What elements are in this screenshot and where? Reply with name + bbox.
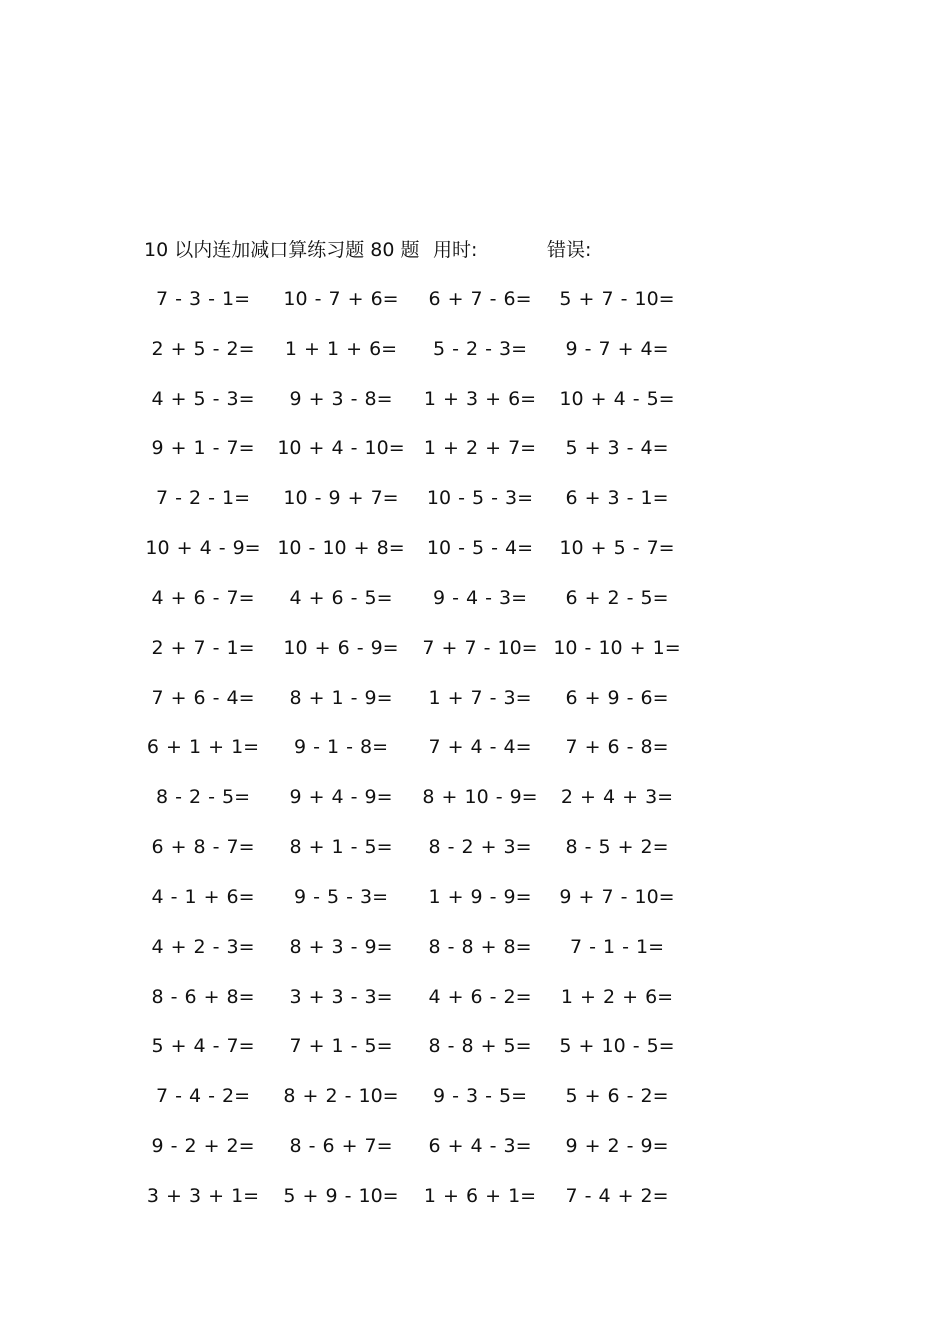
problem-row (0, 635, 950, 685)
problem-grid (0, 286, 950, 1233)
math-problem: 9 + 4 - 9= (289, 786, 393, 809)
math-problem: 6 + 3 - 1= (565, 487, 669, 510)
math-problem: 9 + 2 - 9= (565, 1135, 669, 1158)
math-problem: 4 + 6 - 2= (428, 985, 532, 1008)
math-problem: 9 - 3 - 5= (432, 1085, 528, 1108)
problem-row (0, 485, 950, 535)
math-problem: 1 + 1 + 6= (284, 337, 398, 360)
math-problem: 8 + 2 - 10= (283, 1085, 399, 1108)
math-problem: 4 + 2 - 3= (151, 935, 255, 958)
math-problem: 10 - 5 - 4= (426, 537, 534, 560)
math-problem: 1 + 7 - 3= (428, 686, 532, 709)
math-problem: 5 + 7 - 10= (559, 288, 675, 310)
time-label: 用时: (433, 239, 478, 261)
math-problem: 10 + 6 - 9= (283, 636, 399, 659)
math-problem: 6 + 2 - 5= (565, 586, 669, 609)
math-problem: 9 + 1 - 7= (151, 437, 255, 460)
math-problem: 2 + 7 - 1= (151, 636, 255, 659)
math-problem: 1 + 9 - 9= (428, 885, 532, 908)
math-problem: 9 - 5 - 3= (293, 885, 389, 908)
math-problem: 3 + 3 + 1= (146, 1184, 260, 1207)
problem-row (0, 685, 950, 735)
problem-row (0, 834, 950, 884)
math-problem: 10 + 4 - 5= (559, 387, 675, 410)
math-problem: 7 - 3 - 1= (155, 288, 251, 310)
math-problem: 7 + 7 - 10= (422, 636, 538, 659)
math-problem: 8 - 2 + 3= (428, 836, 532, 859)
math-problem: 5 - 2 - 3= (432, 337, 528, 360)
math-problem: 9 + 3 - 8= (289, 387, 393, 410)
math-problem: 5 + 10 - 5= (559, 1035, 675, 1058)
problem-row (0, 784, 950, 834)
problem-row (0, 1183, 950, 1233)
math-problem: 10 - 9 + 7= (283, 487, 399, 510)
problem-row (0, 435, 950, 485)
math-problem: 10 + 4 - 9= (145, 537, 261, 560)
math-problem: 7 + 1 - 5= (289, 1035, 393, 1058)
math-problem: 5 + 4 - 7= (151, 1035, 255, 1058)
problem-row (0, 984, 950, 1034)
math-problem: 8 + 3 - 9= (289, 935, 393, 958)
problem-row (0, 535, 950, 585)
math-problem: 9 + 7 - 10= (559, 885, 675, 908)
math-problem: 8 - 5 + 2= (565, 836, 669, 859)
math-problem: 9 - 2 + 2= (151, 1135, 255, 1158)
math-problem: 9 - 7 + 4= (565, 337, 669, 360)
math-problem: 6 + 9 - 6= (565, 686, 669, 709)
math-problem: 5 + 9 - 10= (283, 1184, 399, 1207)
problem-row (0, 884, 950, 934)
math-problem: 10 + 4 - 10= (277, 437, 405, 460)
problem-row (0, 286, 950, 336)
math-problem: 2 + 5 - 2= (151, 337, 255, 360)
math-problem: 5 + 3 - 4= (565, 437, 669, 460)
math-problem: 5 + 6 - 2= (565, 1085, 669, 1108)
problem-row (0, 1133, 950, 1183)
problem-row (0, 336, 950, 386)
problem-row (0, 734, 950, 784)
math-problem: 6 + 7 - 6= (428, 288, 532, 310)
math-problem: 8 - 2 - 5= (155, 786, 251, 809)
math-problem: 6 + 8 - 7= (151, 836, 255, 859)
math-problem: 8 + 10 - 9= (422, 786, 538, 809)
math-problem: 1 + 6 + 1= (423, 1184, 537, 1207)
math-problem: 7 + 6 - 4= (151, 686, 255, 709)
math-problem: 10 - 7 + 6= (283, 288, 399, 310)
math-problem: 10 + 5 - 7= (559, 537, 675, 560)
math-problem: 9 - 1 - 8= (293, 736, 389, 759)
errors-label: 错误: (547, 239, 592, 261)
math-problem: 4 + 6 - 7= (151, 586, 255, 609)
math-problem: 2 + 4 + 3= (560, 786, 674, 809)
problem-row (0, 1083, 950, 1133)
math-problem: 8 + 1 - 9= (289, 686, 393, 709)
problem-row (0, 934, 950, 984)
math-problem: 1 + 2 + 7= (423, 437, 537, 460)
math-problem: 9 - 4 - 3= (432, 586, 528, 609)
math-problem: 7 + 4 - 4= (428, 736, 532, 759)
math-problem: 1 + 2 + 6= (560, 985, 674, 1008)
math-problem: 10 - 5 - 3= (426, 487, 534, 510)
math-problem: 8 - 8 + 5= (428, 1035, 532, 1058)
math-problem: 4 + 6 - 5= (289, 586, 393, 609)
math-problem: 1 + 3 + 6= (423, 387, 537, 410)
math-problem: 6 + 4 - 3= (428, 1135, 532, 1158)
math-problem: 10 - 10 + 8= (277, 537, 405, 560)
problem-row (0, 1033, 950, 1083)
worksheet-title: 10 以内连加减口算练习题 80 题 (144, 239, 420, 261)
math-problem: 8 - 6 + 8= (151, 985, 255, 1008)
math-problem: 7 - 1 - 1= (569, 935, 665, 958)
problem-row (0, 386, 950, 436)
problem-row (0, 585, 950, 635)
math-problem: 10 - 10 + 1= (553, 636, 681, 659)
math-problem: 8 - 8 + 8= (428, 935, 532, 958)
math-problem: 4 - 1 + 6= (151, 885, 255, 908)
math-problem: 7 - 4 + 2= (565, 1184, 669, 1207)
math-problem: 7 - 4 - 2= (155, 1085, 251, 1108)
math-problem: 6 + 1 + 1= (146, 736, 260, 759)
math-problem: 7 + 6 - 8= (565, 736, 669, 759)
math-problem: 8 + 1 - 5= (289, 836, 393, 859)
math-problem: 4 + 5 - 3= (151, 387, 255, 410)
math-problem: 8 - 6 + 7= (289, 1135, 393, 1158)
math-problem: 7 - 2 - 1= (155, 487, 251, 510)
math-problem: 3 + 3 - 3= (289, 985, 393, 1008)
